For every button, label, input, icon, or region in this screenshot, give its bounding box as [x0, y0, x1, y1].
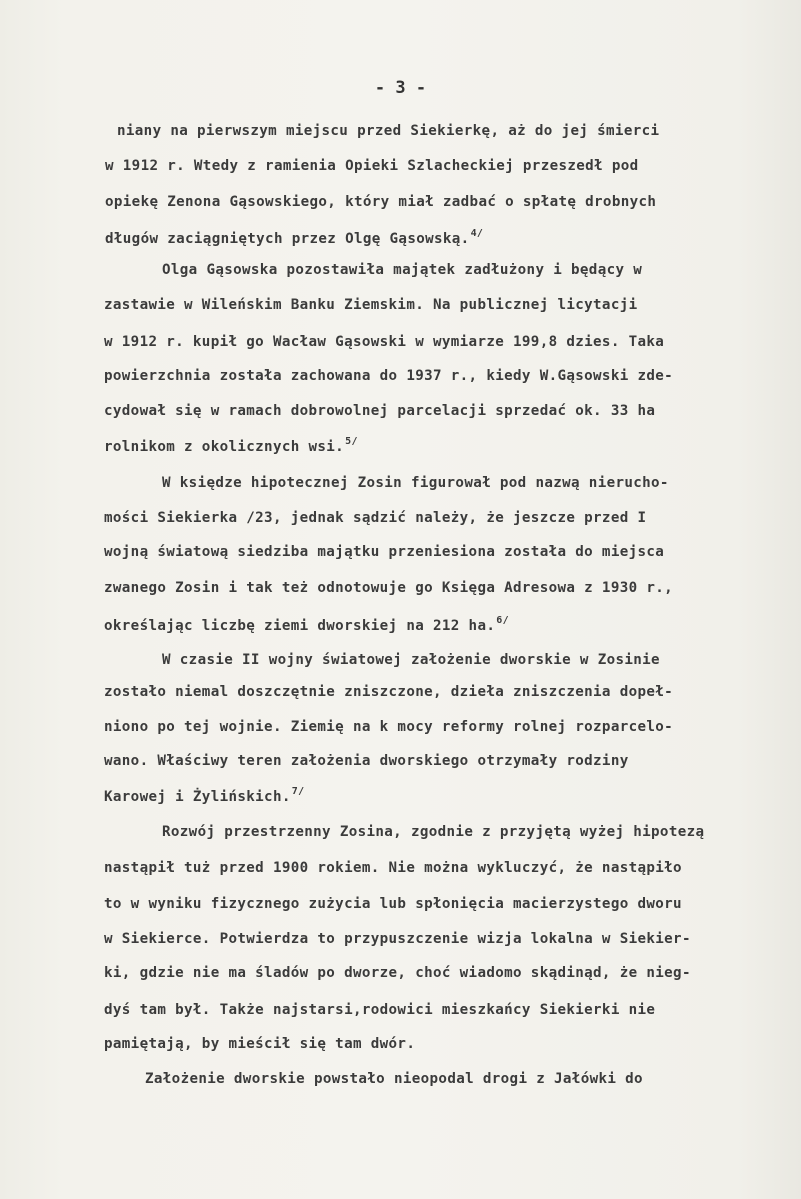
text-line: w Siekierce. Potwierdza to przypuszczenie wizja lokalna w Siekier- [104, 931, 691, 947]
text-line: Rozwój przestrzenny Zosina, zgodnie z przyjętą wyżej hipotezą [162, 824, 705, 840]
text-line: to w wyniku fizycznego zużycia lub spłonięcia macierzystego dworu [104, 896, 682, 912]
text-line: niany na pierwszym miejscu przed Siekierkę, aż do jej śmierci [117, 123, 660, 139]
text-line: zwanego Zosin i tak też odnotowuje go Księga Adresowa z 1930 r., [104, 580, 674, 596]
page-number: - 3 - [374, 78, 427, 98]
text-line: powierzchnia została zachowana do 1937 r., kiedy W.Gąsowski zde- [104, 368, 674, 384]
text-line: wojną światową siedziba majątku przeniesiona została do miejsca [104, 544, 665, 560]
text-line: zastawie w Wileńskim Banku Ziemskim. Na publicznej licytacji [104, 297, 638, 313]
text-line: pamiętają, by mieścił się tam dwór. [104, 1036, 416, 1052]
text-line: cydował się w ramach dobrowolnej parcelacji sprzedać ok. 33 ha [104, 403, 656, 419]
text-line: zostało niemal doszczętnie zniszczone, dzieła zniszczenia dopeł- [104, 684, 674, 700]
text-line: rolnikom z okolicznych wsi.$^{5/}$ [104, 436, 358, 455]
text-line: Karowej i Żylińskich.$^{7/}$ [104, 786, 305, 805]
text-line: dyś tam był. Także najstarsi,rodowici mieszkańcy Siekierki nie [104, 1002, 656, 1018]
text-line: niono po tej wojnie. Ziemię na k mocy reformy rolnej rozparcelo- [104, 719, 674, 735]
text-line: długów zaciągniętych przez Olgę Gąsowską.$^{4/}$ [105, 228, 484, 247]
text-line: mości Siekierka /23, jednak sądzić należy, że jeszcze przed I [104, 510, 647, 526]
footnote-ref: 4/ [470, 228, 484, 239]
text-line: określając liczbę ziemi dworskiej na 212 ha.$^{6/}$ [104, 615, 509, 634]
footnote-ref: 7/ [291, 786, 305, 797]
text-line: nastąpił tuż przed 1900 rokiem. Nie można wykluczyć, że nastąpiło [104, 860, 682, 876]
text-line: opiekę Zenona Gąsowskiego, który miał zadbać o spłatę drobnych [105, 194, 657, 210]
text-line: w 1912 r. Wtedy z ramienia Opieki Szlacheckiej przeszedł pod [105, 158, 639, 174]
text-line: Założenie dworskie powstało nieopodal drogi z Jałówki do [145, 1071, 643, 1087]
text-line: wano. Właściwy teren założenia dworskiego otrzymały rodziny [104, 753, 629, 769]
text-line: ki, gdzie nie ma śladów po dworze, choć wiadomo skądinąd, że nieg- [104, 965, 691, 981]
text-line: W czasie II wojny światowej założenie dworskie w Zosinie [162, 652, 660, 668]
text-line: W księdze hipotecznej Zosin figurował pod nazwą nierucho- [162, 475, 669, 491]
text-line: w 1912 r. kupił go Wacław Gąsowski w wymiarze 199,8 dzies. Taka [104, 334, 665, 350]
footnote-ref: 5/ [345, 436, 358, 447]
footnote-ref: 6/ [496, 615, 509, 626]
text-line: Olga Gąsowska pozostawiła majątek zadłużony i będący w [162, 262, 643, 278]
